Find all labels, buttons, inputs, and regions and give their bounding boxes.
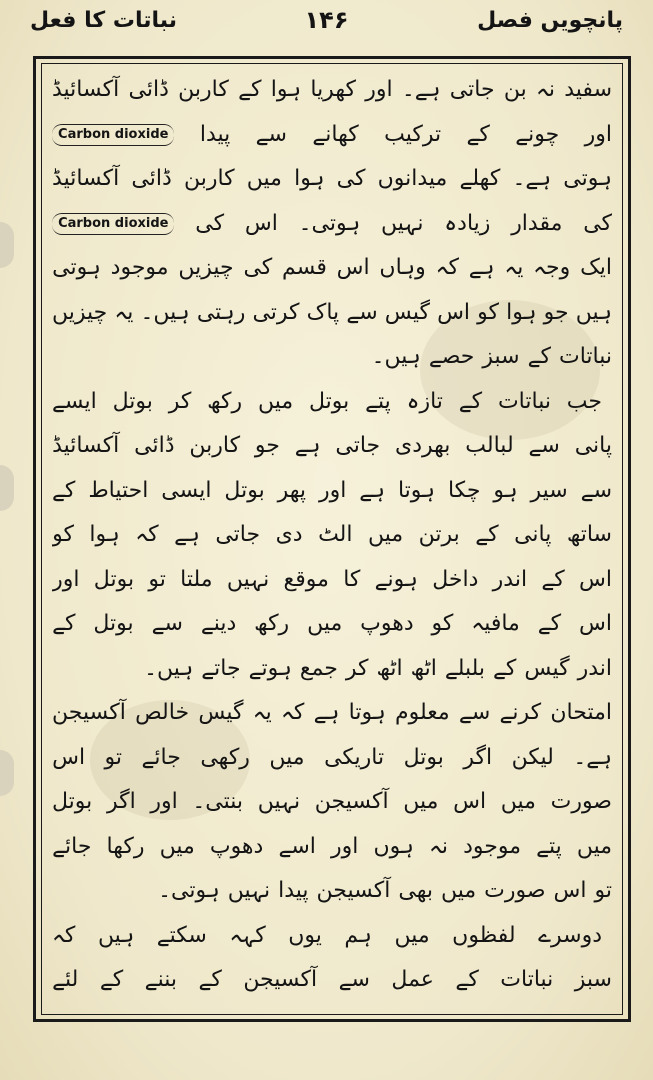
word: کا [343, 566, 361, 592]
word: کھلے [459, 166, 501, 191]
word: ہیں۔ [144, 655, 194, 681]
word: اور [584, 121, 612, 147]
word: اور [330, 833, 359, 859]
word: ہیں [97, 922, 135, 948]
word: کہ [135, 522, 159, 547]
word: ڈائی [134, 433, 175, 458]
text-line [52, 335, 612, 380]
word: صورت [550, 789, 612, 814]
text-line [52, 469, 612, 514]
word: سے [458, 700, 491, 725]
word: کے [458, 388, 483, 414]
word: نباتات [497, 388, 551, 414]
word: پیدا [278, 878, 309, 903]
text-line [52, 157, 612, 202]
word: ہے [313, 700, 340, 725]
word: ہیں [575, 299, 612, 325]
word: جاتی [215, 522, 261, 547]
word: سکتے [156, 922, 207, 948]
word: میں [576, 833, 612, 859]
word: بنتی۔ [192, 789, 244, 814]
word: ہوتا [348, 700, 386, 725]
word: سے [255, 121, 287, 147]
word: سے [151, 611, 183, 636]
word: کے [238, 77, 262, 102]
word: میں [307, 611, 343, 636]
word: تو [148, 566, 166, 592]
word: کہ [281, 700, 305, 725]
word: اس [52, 744, 86, 770]
word: کاربن [189, 433, 241, 458]
text-line [52, 691, 612, 736]
word: آکسیجن [316, 878, 391, 903]
word: گیس [198, 700, 244, 725]
word: لفظوں [452, 922, 516, 948]
word: نہ [535, 77, 555, 102]
word: کرتی [252, 299, 300, 325]
word: رکھا [106, 833, 145, 859]
word: بوتل [52, 789, 93, 814]
text-line [52, 914, 612, 959]
word: اور [318, 477, 347, 503]
word: ہے [174, 522, 200, 547]
word: جاتی [449, 77, 495, 102]
word: سے [580, 477, 612, 503]
word: ہے [359, 477, 386, 503]
word: نہیں [257, 789, 301, 814]
word: کی [583, 210, 612, 236]
word: کے [455, 967, 479, 992]
word: لبالب [465, 433, 514, 458]
word: امتحان [550, 700, 612, 725]
word: بوتل [308, 388, 350, 414]
word: کی [336, 166, 366, 191]
word: چیزیں [178, 255, 234, 280]
word: یوں [288, 922, 322, 948]
word: رکھ [254, 611, 290, 636]
text-line [52, 558, 612, 603]
word: قسم [282, 255, 327, 280]
text-line [52, 825, 612, 870]
book-title: نباتات کا فعل [30, 8, 177, 33]
word: پانی [574, 433, 612, 458]
word: ہوں [373, 833, 414, 859]
text-line [52, 246, 612, 291]
word: دینے [200, 611, 237, 636]
word: ہونے [374, 566, 418, 592]
word: ایسی [161, 477, 212, 503]
chapter-title: پانچویں فصل [477, 8, 623, 33]
word: بوتل [224, 477, 265, 503]
word: تازہ [406, 388, 443, 414]
text-line [52, 291, 612, 336]
word: رکھ [207, 388, 243, 414]
word: کھریا [310, 77, 356, 102]
word: کرنے [499, 700, 542, 725]
word: موجود [463, 833, 521, 859]
word: ہے [294, 433, 321, 458]
word: ساتھ [566, 522, 612, 547]
word: بھردی [395, 433, 451, 458]
binding-hole [0, 750, 14, 796]
word: نباتات [500, 967, 554, 992]
word: سبز [482, 344, 520, 369]
word: جائے [52, 833, 92, 859]
word: بننے [144, 967, 177, 992]
word: احتیاط [88, 477, 149, 503]
word: آکسیجن [52, 700, 126, 725]
word: پیدا [199, 121, 231, 147]
word: داخل [432, 566, 479, 592]
binding-hole [0, 465, 14, 511]
word: حصے [428, 344, 475, 369]
word: میں [159, 833, 195, 859]
page-header [30, 4, 623, 48]
word: اس [244, 210, 278, 236]
word: زیادہ [444, 210, 491, 236]
word: جاتی [335, 433, 381, 458]
word: کر [345, 655, 369, 681]
word: خالص [135, 700, 190, 725]
word: اس [453, 789, 487, 814]
word: چونے [515, 121, 560, 147]
word: عمل [391, 967, 434, 992]
word: تو [104, 744, 123, 770]
text-line [52, 68, 612, 113]
text-line [52, 958, 612, 1003]
word: جمع [299, 655, 338, 681]
word: کے [541, 566, 565, 592]
word: ہیں۔ [140, 299, 190, 325]
word: ہو [493, 477, 518, 503]
word: ہیں۔ [371, 344, 421, 369]
word: بوتل [403, 744, 444, 770]
word: میں [269, 744, 305, 770]
word: ہے۔ [512, 166, 552, 191]
word: کو [431, 611, 454, 636]
word: اگر [106, 789, 136, 814]
word: کے [527, 344, 551, 369]
word: یہ [114, 299, 134, 325]
word: نہیں [227, 878, 271, 903]
word: اس [579, 566, 612, 592]
word: نہیں [381, 210, 424, 236]
word: ہوا [294, 166, 325, 191]
word: کے [52, 611, 76, 636]
word: اور [52, 566, 80, 592]
body-text [52, 68, 612, 1003]
word: کھانے [312, 121, 359, 147]
text-line [52, 424, 612, 469]
word: نہ [428, 833, 448, 859]
word: ہم [344, 922, 372, 948]
word: بوتل [93, 611, 134, 636]
word: دی [275, 522, 303, 547]
text-line [52, 513, 612, 558]
word: چکا [447, 477, 481, 503]
word: برتن [418, 522, 460, 547]
word: ہے۔ [401, 77, 441, 102]
word: وجہ [533, 255, 571, 280]
word: پانی [514, 522, 552, 547]
word: جو [543, 299, 569, 325]
word: کو [52, 522, 74, 547]
text-line [52, 202, 612, 247]
word: صورت [484, 878, 546, 903]
word: سے [338, 967, 370, 992]
word: سے [346, 299, 378, 325]
text-line [52, 647, 612, 692]
word: جو [254, 433, 280, 458]
word: سیر [530, 477, 568, 503]
word: ہے۔ [573, 744, 612, 770]
word: میں [257, 388, 294, 414]
word: بوتل [112, 388, 153, 414]
word: کے [99, 967, 124, 992]
word: پھر [277, 477, 307, 503]
text-line [52, 869, 612, 914]
word: آکسیجن [314, 789, 389, 814]
word: اور [365, 77, 393, 102]
text-line [52, 380, 612, 425]
word: میں [500, 789, 536, 814]
word: کر [168, 388, 192, 414]
word: کی [243, 255, 273, 280]
word: کے [52, 477, 76, 503]
word: ترکیب [384, 121, 442, 147]
word: دھوپ [360, 611, 414, 636]
word: بلبلے [444, 655, 486, 681]
word: اور [150, 789, 178, 814]
word: معلوم [395, 700, 450, 725]
word: سبز [574, 967, 612, 992]
text-line [52, 113, 612, 158]
word: میں [246, 166, 282, 191]
text-line [52, 602, 612, 647]
word: ہوتے [248, 655, 292, 681]
word: تو [594, 878, 612, 903]
english-term: Carbon dioxide [52, 213, 174, 235]
word: چیزیں [52, 299, 108, 325]
word: کہہ [229, 922, 266, 948]
word: سفید [564, 77, 612, 102]
word: آکسائیڈ [52, 166, 120, 191]
word: اندر [492, 566, 528, 592]
word: موقع [283, 566, 329, 592]
word: تاریکی [324, 744, 385, 770]
english-term: Carbon dioxide [52, 124, 174, 146]
word: ہوتی۔ [158, 878, 220, 903]
word: ایسے [52, 388, 97, 414]
word: یہ [504, 255, 524, 280]
word: میں [403, 789, 439, 814]
word: آکسائیڈ [52, 433, 120, 458]
word: اٹھ [410, 655, 437, 681]
word: ہوا [270, 77, 302, 102]
word: مقدار [511, 210, 563, 236]
word: کو [477, 299, 499, 325]
word: کے [198, 967, 222, 992]
page-number: ۱۴۶ [304, 6, 349, 34]
word: لیکن [511, 744, 554, 770]
word: دوسرے [538, 922, 602, 948]
text-line [52, 736, 612, 781]
word: رکھی [200, 744, 250, 770]
text-line [52, 780, 612, 825]
word: لئے [52, 967, 79, 992]
word: آکسائیڈ [52, 77, 120, 102]
word: اگر [463, 744, 493, 770]
word: کے [537, 611, 562, 636]
word: گیس [384, 299, 430, 325]
word: کاربن [178, 77, 229, 102]
word: نہیں [226, 566, 270, 592]
word: اس [579, 611, 612, 636]
word: اٹھ [376, 655, 403, 681]
word: کے [466, 121, 490, 147]
word: ہوتی [52, 255, 101, 280]
word: پتے [365, 388, 391, 414]
binding-hole [0, 222, 14, 268]
word: ہوا [506, 299, 537, 325]
word: ایک [580, 255, 612, 280]
word: جاتے [201, 655, 241, 681]
word: میں [367, 522, 404, 547]
word: گیس [524, 655, 570, 681]
word: کاربن [183, 166, 235, 191]
word: موجود [110, 255, 169, 280]
word: ڈائی [128, 77, 169, 102]
word: وہاں [379, 255, 426, 280]
word: میں [440, 878, 477, 903]
word: پتے [536, 833, 562, 859]
word: نباتات [558, 344, 612, 369]
word: اس [553, 878, 587, 903]
word: کے [475, 522, 499, 547]
word: دھوپ [209, 833, 264, 859]
word: ہوتی۔ [298, 210, 361, 236]
word: کہ [435, 255, 459, 280]
word: بن [503, 77, 527, 102]
word: یہ [252, 700, 272, 725]
word: میدانوں [377, 166, 448, 191]
word: ملتا [180, 566, 213, 592]
word: میں [394, 922, 430, 948]
word: آکسیجن [243, 967, 318, 992]
word: ہوتی [563, 166, 612, 191]
word: جب [566, 388, 602, 414]
word: ڈائی [131, 166, 172, 191]
word: جائے [141, 744, 181, 770]
word: کے [493, 655, 517, 681]
word: کہ [52, 922, 76, 948]
word: ہوا [89, 522, 120, 547]
word: سے [528, 433, 560, 458]
word: رہتی [196, 299, 246, 325]
word: ہوتا [397, 477, 436, 503]
word: پاک [306, 299, 340, 325]
word: اس [336, 255, 370, 280]
word: بوتل [93, 566, 135, 592]
word: اندر [577, 655, 612, 681]
word: الٹ [318, 522, 353, 547]
word: اس [437, 299, 471, 325]
word: ہے [468, 255, 495, 280]
word: مافیہ [471, 611, 520, 636]
word: کی [195, 210, 225, 236]
word: اسے [278, 833, 316, 859]
word: بھی [398, 878, 433, 903]
